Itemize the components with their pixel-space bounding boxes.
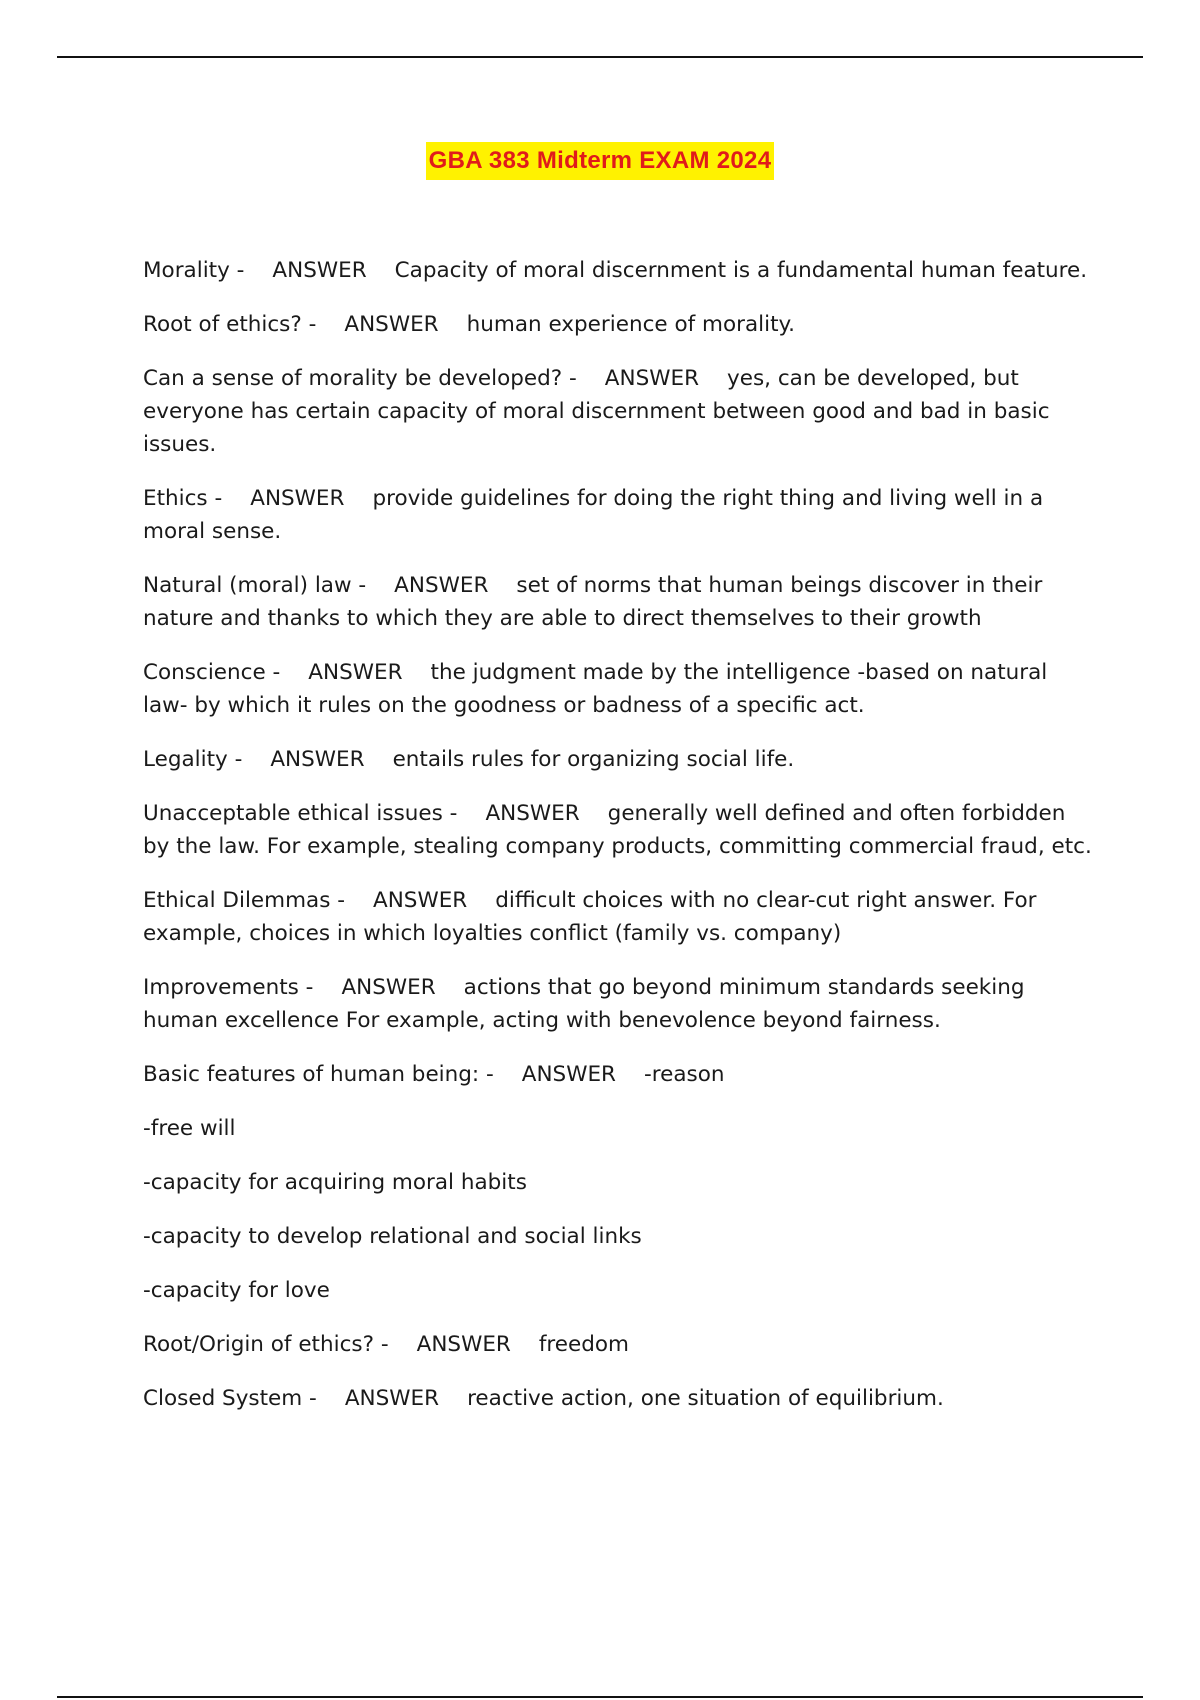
entry-definition: difficult choices with no clear-cut right answer. For example, choices in which loyalties conflict (family vs. company) — [143, 888, 1037, 946]
qa-entry — [143, 1382, 1098, 1415]
answer-label: ANSWER — [416, 1332, 511, 1357]
title-container — [0, 142, 1200, 180]
answer-label: ANSWER — [521, 1062, 616, 1087]
entry-term: Morality - — [143, 258, 245, 283]
answer-label: ANSWER — [308, 660, 403, 685]
entry-definition: human experience of morality. — [466, 312, 795, 337]
entry-term: Improvements - — [143, 975, 314, 1000]
qa-entries-after — [143, 1328, 1098, 1415]
entry-definition: freedom — [538, 1332, 629, 1357]
entry-definition: reactive action, one situation of equilibrium. — [467, 1386, 944, 1411]
answer-label: ANSWER — [373, 888, 468, 913]
qa-entry — [143, 482, 1098, 548]
qa-entry — [143, 797, 1098, 863]
entry-term: Closed System - — [143, 1386, 317, 1411]
entry-term: Natural (moral) law - — [143, 573, 367, 598]
entry-definition: yes, can be developed, but everyone has certain capacity of moral discernment between good and bad in basic issues. — [143, 366, 1050, 457]
feature-list-item: -capacity for acquiring moral habits — [143, 1170, 527, 1195]
answer-label: ANSWER — [485, 801, 580, 826]
answer-label: ANSWER — [250, 486, 345, 511]
entry-definition: set of norms that human beings discover in their nature and thanks to which they are able to direct themselves to their growth — [143, 573, 1043, 631]
answer-label: ANSWER — [272, 258, 367, 283]
answer-label: ANSWER — [344, 1386, 440, 1411]
answer-label: ANSWER — [604, 366, 700, 391]
answer-label: ANSWER — [344, 312, 439, 337]
entry-term: Legality - — [143, 747, 243, 772]
answer-label: ANSWER — [394, 573, 489, 598]
entry-term: Root/Origin of ethics? - — [143, 1332, 389, 1357]
qa-entry — [143, 1328, 1098, 1361]
feature-list-item: -capacity for love — [143, 1278, 330, 1303]
answer-label: ANSWER — [270, 747, 365, 772]
qa-entry — [143, 362, 1098, 461]
entry-term: Conscience - — [143, 660, 281, 685]
qa-entry — [143, 308, 1098, 341]
entry-term: Ethical Dilemmas - — [143, 888, 346, 913]
feature-list — [143, 1112, 1098, 1307]
document-title: GBA 383 Midterm EXAM 2024 — [426, 142, 775, 180]
qa-entry — [143, 743, 1098, 776]
qa-entry — [143, 884, 1098, 950]
entry-definition: entails rules for organizing social life. — [392, 747, 795, 772]
top-rule — [57, 56, 1143, 58]
entry-term: Ethics - — [143, 486, 223, 511]
qa-entry — [143, 254, 1098, 287]
qa-entry — [143, 971, 1098, 1037]
bottom-rule — [57, 1696, 1143, 1698]
entry-term: Root of ethics? - — [143, 312, 317, 337]
entry-definition: Capacity of moral discernment is a fundamental human feature. — [394, 258, 1088, 283]
qa-entry — [143, 569, 1098, 635]
entry-term: Unacceptable ethical issues - — [143, 801, 458, 826]
qa-entries — [143, 254, 1098, 1091]
entry-definition: provide guidelines for doing the right thing and living well in a moral sense. — [143, 486, 1044, 544]
feature-list-item: -free will — [143, 1116, 236, 1141]
feature-list-item: -capacity to develop relational and social links — [143, 1224, 642, 1249]
entry-definition: the judgment made by the intelligence -based on natural law- by which it rules on the goodness or badness of a specific act. — [143, 660, 1048, 718]
entry-definition: -reason — [644, 1062, 725, 1087]
answer-label: ANSWER — [341, 975, 436, 1000]
document-body — [143, 254, 1098, 1436]
qa-entry — [143, 656, 1098, 722]
entry-definition: actions that go beyond minimum standards seeking human excellence For example, acting with benevolence beyond fairness. — [143, 975, 1025, 1033]
entry-definition: generally well defined and often forbidden by the law. For example, stealing company products, committing commercial fraud, etc. — [143, 801, 1092, 859]
entry-term: Can a sense of morality be developed? - — [143, 366, 577, 391]
entry-term: Basic features of human being: - — [143, 1062, 494, 1087]
qa-entry — [143, 1058, 1098, 1091]
